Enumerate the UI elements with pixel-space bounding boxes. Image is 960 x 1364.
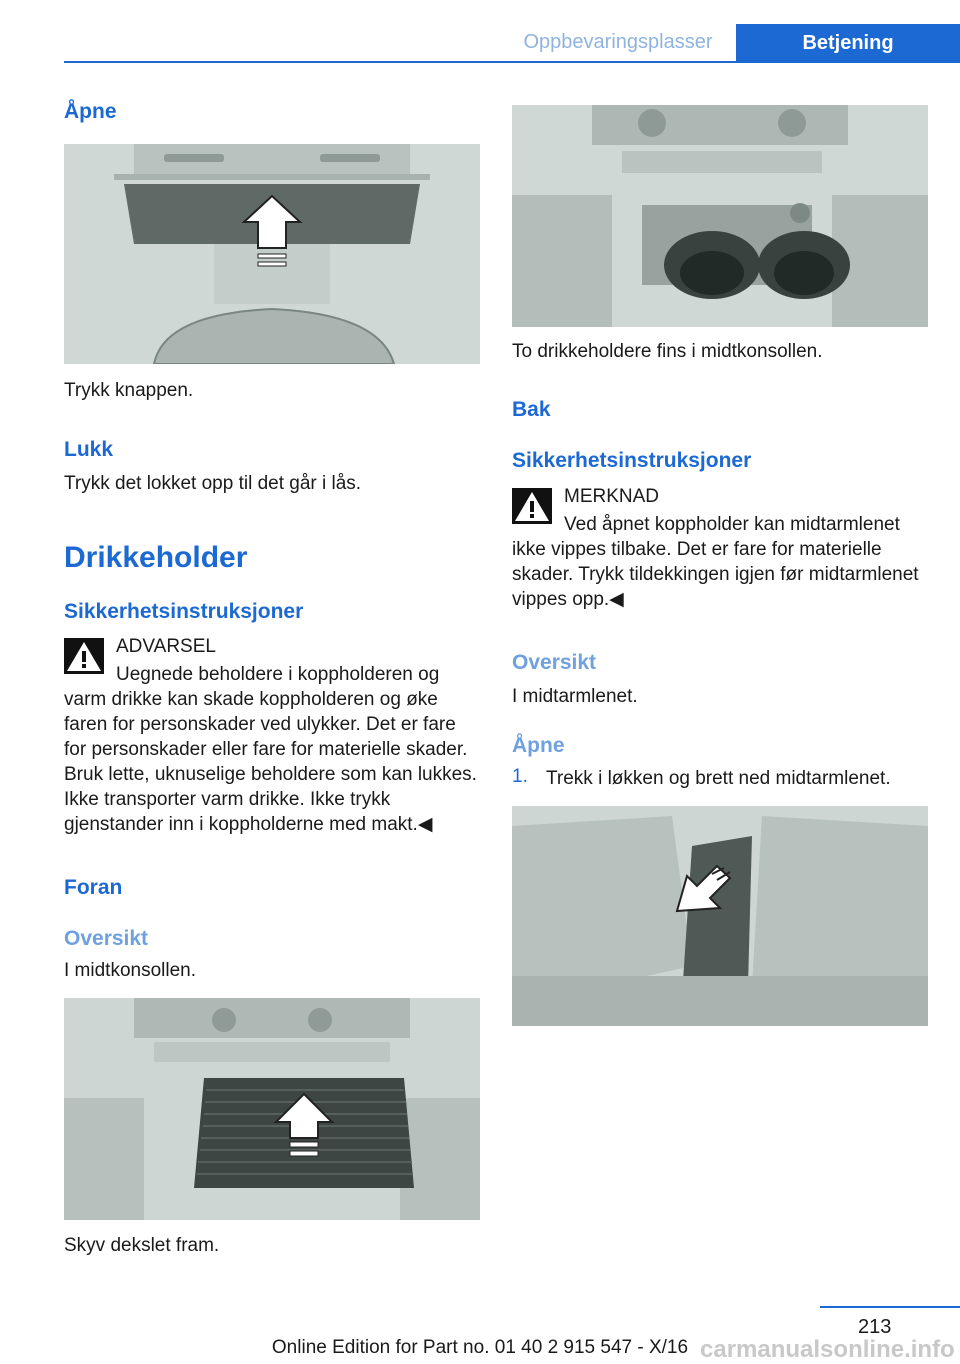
warning-block <box>64 636 480 836</box>
footer-rule <box>820 1306 960 1308</box>
safety-heading-left: Sikkerhetsinstruksjoner <box>64 600 304 623</box>
figure-rear-armrest <box>512 806 928 1026</box>
notice-text: Ved åpnet koppholder kan midtarmlenet ikke vippes tilbake. Det er fare for materielle skader. Trykk tildekkingen igjen før midtarmlenet vippes opp.◀ <box>512 514 919 610</box>
step-text: Trekk i løkken og brett ned midtarmlenet. <box>546 768 891 789</box>
overview-text-right: I midtarmlenet. <box>512 686 638 707</box>
close-heading: Lukk <box>64 438 114 461</box>
warning-label: ADVARSEL <box>116 636 216 657</box>
cupholder-caption: To drikkeholdere fins i midtkonsollen. <box>512 341 823 362</box>
rear-heading: Bak <box>512 398 551 421</box>
header-section: Oppbevaringsplasser <box>523 30 713 53</box>
header-rule <box>64 61 960 63</box>
open-heading-right: Åpne <box>512 734 565 757</box>
notice-label: MERKNAD <box>564 486 660 507</box>
watermark-text: carmanualsonline.info <box>700 1336 955 1363</box>
open-heading-left: Åpne <box>64 100 117 123</box>
figure-cupholders <box>512 105 928 327</box>
notice-block <box>512 486 928 626</box>
step-number: 1. <box>512 766 528 787</box>
front-heading: Foran <box>64 876 123 899</box>
figure-center-console-cover <box>64 998 480 1220</box>
slide-caption: Skyv dekslet fram. <box>64 1235 220 1256</box>
overview-heading-right: Oversikt <box>512 651 597 674</box>
edition-footer: Online Edition for Part no. 01 40 2 915 547 - X/16 <box>271 1337 689 1358</box>
overview-heading-left: Oversikt <box>64 927 149 950</box>
close-text: Trykk det lokket opp til det går i lås. <box>64 473 362 494</box>
open-caption-left: Trykk knappen. <box>64 380 194 401</box>
figure-ceiling-console <box>64 144 480 364</box>
warning-text: Uegnede beholdere i koppholderen og varm drikke kan skade koppholderen og øke faren for personskader ved ulykker. Det er fare for personskader eller fare for materielle skader. Bruk lette, uknuselige beholdere som kan lukkes. Ikke transporter varm drikke. Ikke trykk gjenstander inn i koppholderne med makt.◀ <box>64 664 477 835</box>
overview-text-left: I midtkonsollen. <box>64 960 197 981</box>
page-number: 213 <box>858 1316 892 1338</box>
main-heading: Drikkeholder <box>64 541 248 574</box>
header-chapter-tab: Betjening <box>736 24 960 62</box>
safety-heading-right: Sikkerhetsinstruksjoner <box>512 449 752 472</box>
